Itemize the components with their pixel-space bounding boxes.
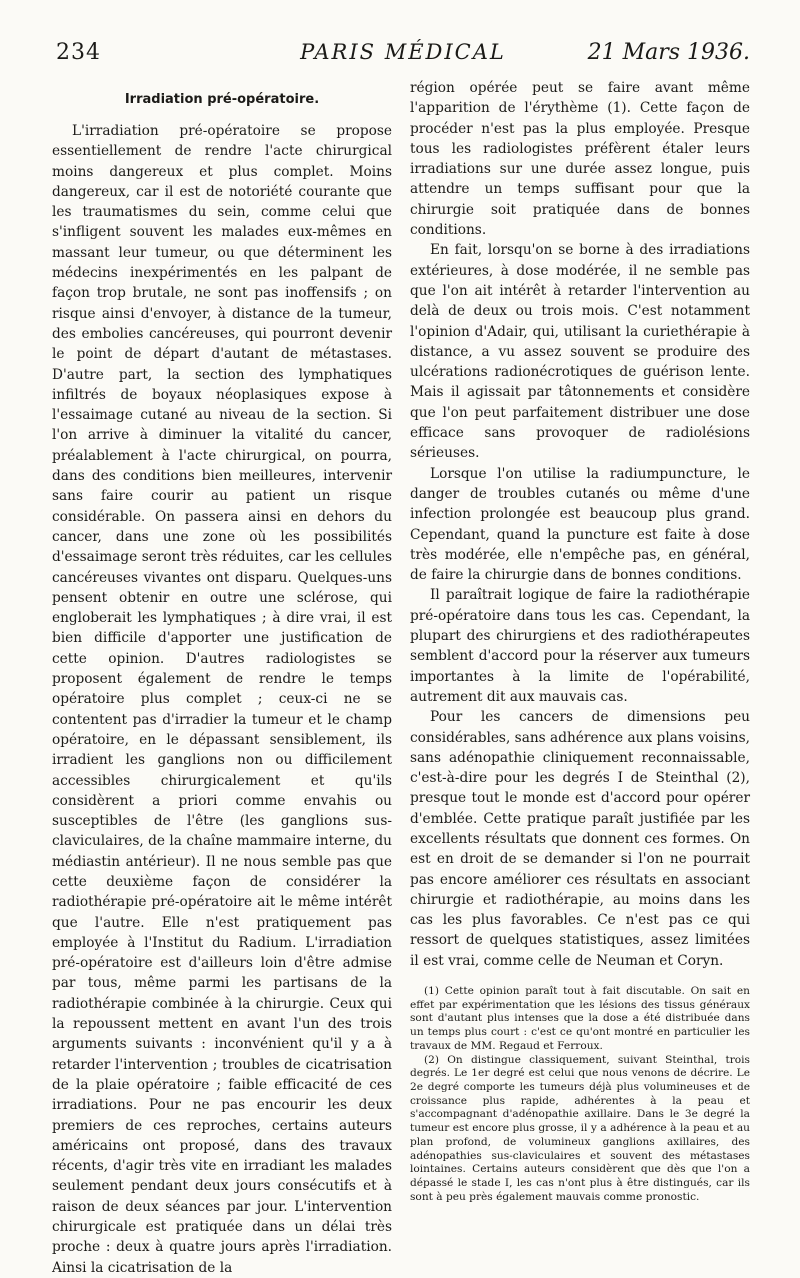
footnote: (2) On distingue classiquement, suivant Steinthal, trois degrés. Le 1er degré est celui que nous venons de décrire. Le 2e degré comporte les tumeurs déjà plus volumineuses et de croissance plus rapide, adhérentes à la peau et s'accompagnant d'adénopathie axillaire. Dans le 3e degré la tumeur est encore plus grosse, il y a adhérence à la peau et au plan profond, de volumineux ganglions axillaires, des adénopathies sus-claviculaires et souvent des métastases lointaines. Certains auteurs considèrent que dès que l'on a dépassé le stade I, les cas n'ont plus à être distingués, car ils sont à peu près également mauvais comme pronostic. bbox=[410, 1053, 750, 1203]
paragraph: En fait, lorsqu'on se borne à des irradiations extérieures, à dose modérée, il ne semble pas que l'on ait intérêt à retarder l'intervention au delà de deux ou trois mois. C'est notamment l'opinion d'Adair, qui, utilisant la curiethérapie à distance, a vu assez souvent se produire des ulcérations radionécrotiques de guérison lente. Mais il agissait par tâtonnements et considère que l'on peut parfaitement distribuer une dose efficace sans provoquer de radiolésions sérieuses. bbox=[410, 242, 750, 462]
paragraph: L'irradiation pré-opératoire se propose essentiellement de rendre l'acte chirurgical moins dangereux et plus complet. Moins dangereux, car il est de notoriété courante que les traumatismes du sein, comme celui que s'infligent souvent les malades eux-mêmes en massant leur tumeur, ou que déterminent les médecins inexpérimentés en les palpant de façon trop brutale, ne sont pas inoffensifs ; on risque ainsi d'envoyer, à distance de la tumeur, des embolies cancéreuses, qui pourront devenir le point de départ d'autant de métastases. D'autre part, la section des lymphatiques infiltrés de boyaux néoplasiques expose à l'essaimage cutané au niveau de la section. Si l'on arrive à diminuer la vitalité du cancer, préalablement à l'acte chirurgical, on pourra, dans des conditions bien meilleures, intervenir sans faire courir au patient un risque considérable. On passera ainsi en dehors du cancer, dans une zone où les possibilités d'essaimage seront très réduites, car les cellules cancéreuses vivantes ont disparu. Quelques-uns pensent obtenir en outre une sclérose, qui engloberait les lymphatiques ; à dire vrai, il est bien difficile d'apporter une justification de cette opinion. D'autres radiologistes se proposent également de rendre le temps opératoire plus complet ; ceux-ci ne se contentent pas d'irradier la tumeur et le champ opératoire, en le dépassant sensiblement, ils irradient les ganglions non ou difficilement accessibles chirurgicalement et qu'ils considèrent a priori comme envahis ou susceptibles de l'être (les ganglions sus-claviculaires, de la chaîne mammaire interne, du médiastin antérieur). Il ne nous semble pas que cette deuxième façon de considérer la radiothérapie pré-opératoire ait le même intérêt que l'autre. Elle n'est pratiquement pas employée à l'Institut du Radium. L'irradiation pré-opératoire est d'ailleurs loin d'être admise par tous, même parmi les partisans de la radiothérapie combinée à la chirurgie. Ceux qui la repoussent mettent en avant l'un des trois arguments suivants : inconvénient qu'il y a à retarder l'intervention ; troubles de cicatrisation de la plaie opératoire ; faible efficacité de ces irradiations. Pour ne pas encourir les deux premiers de ces reproches, certains auteurs américains ont proposé, dans des travaux récents, d'agir très vite en irradiant les malades seulement pendant deux jours consécutifs et à raison de deux séances par jour. L'intervention chirurgicale est pratiquée dans un délai très proche : deux à quatre jours après l'irradiation. Ainsi la cicatrisation de la bbox=[52, 123, 392, 1276]
section-heading: Irradiation pré-opératoire. bbox=[124, 92, 320, 107]
left-column bbox=[52, 78, 392, 1278]
footnote: (1) Cette opinion paraît tout à fait discutable. On sait en effet par expérimentation que les lésions des tissus généraux sont d'autant plus intenses que la dose a été distribuée dans un temps plus court : c'est ce qu'ont montré en particulier les travaux de MM. Regaud et Ferroux. bbox=[410, 985, 750, 1052]
paragraph: Pour les cancers de dimensions peu considérables, sans adhérence aux plans voisins, sans adénopathie cliniquement reconnaissable, c'est-à-dire pour les degrés I de Steinthal (2), presque tout le monde est d'accord pour opérer d'emblée. Cette pratique paraît justifiée par les excellents résultats que donnent ces formes. On est en droit de se demander si l'on ne pourrait pas encore améliorer ces résultats en associant chirurgie et radiothérapie, au moins dans les cas les plus favorables. Ce n'est pas ce qui ressort de quelques statistiques, assez limitées il est vrai, comme celle de Neuman et Coryn. bbox=[410, 709, 750, 969]
paragraph: Lorsque l'on utilise la radiumpuncture, le danger de troubles cutanés ou même d'une infection prolongée est beaucoup plus grand. Cependant, quand la puncture est faite à dose très modérée, elle n'empêche pas, en général, de faire la chirurgie dans de bonnes conditions. bbox=[410, 465, 750, 584]
journal-title: PARIS MÉDICAL bbox=[300, 40, 506, 64]
right-column bbox=[410, 78, 750, 1204]
paragraph: Il paraîtrait logique de faire la radiothérapie pré-opératoire dans tous les cas. Cependant, la plupart des chirurgiens et des radiothérapeutes semblent d'accord pour la réserver aux tumeurs importantes à la limite de l'opérabilité, autrement dit aux mauvais cas. bbox=[410, 587, 750, 705]
paragraph: région opérée peut se faire avant même l'apparition de l'érythème (1). Cette façon de procéder n'est pas la plus employée. Presque tous les radiologistes préfèrent étaler leurs irradiations sur une durée assez longue, puis attendre un temps suffisant pour que la chirurgie soit pratiquée dans de bonnes conditions. bbox=[410, 80, 750, 239]
page-number: 234 bbox=[56, 40, 101, 65]
issue-date: 21 Mars 1936. bbox=[587, 40, 750, 65]
page-header bbox=[56, 40, 750, 74]
footnotes bbox=[410, 985, 750, 1204]
